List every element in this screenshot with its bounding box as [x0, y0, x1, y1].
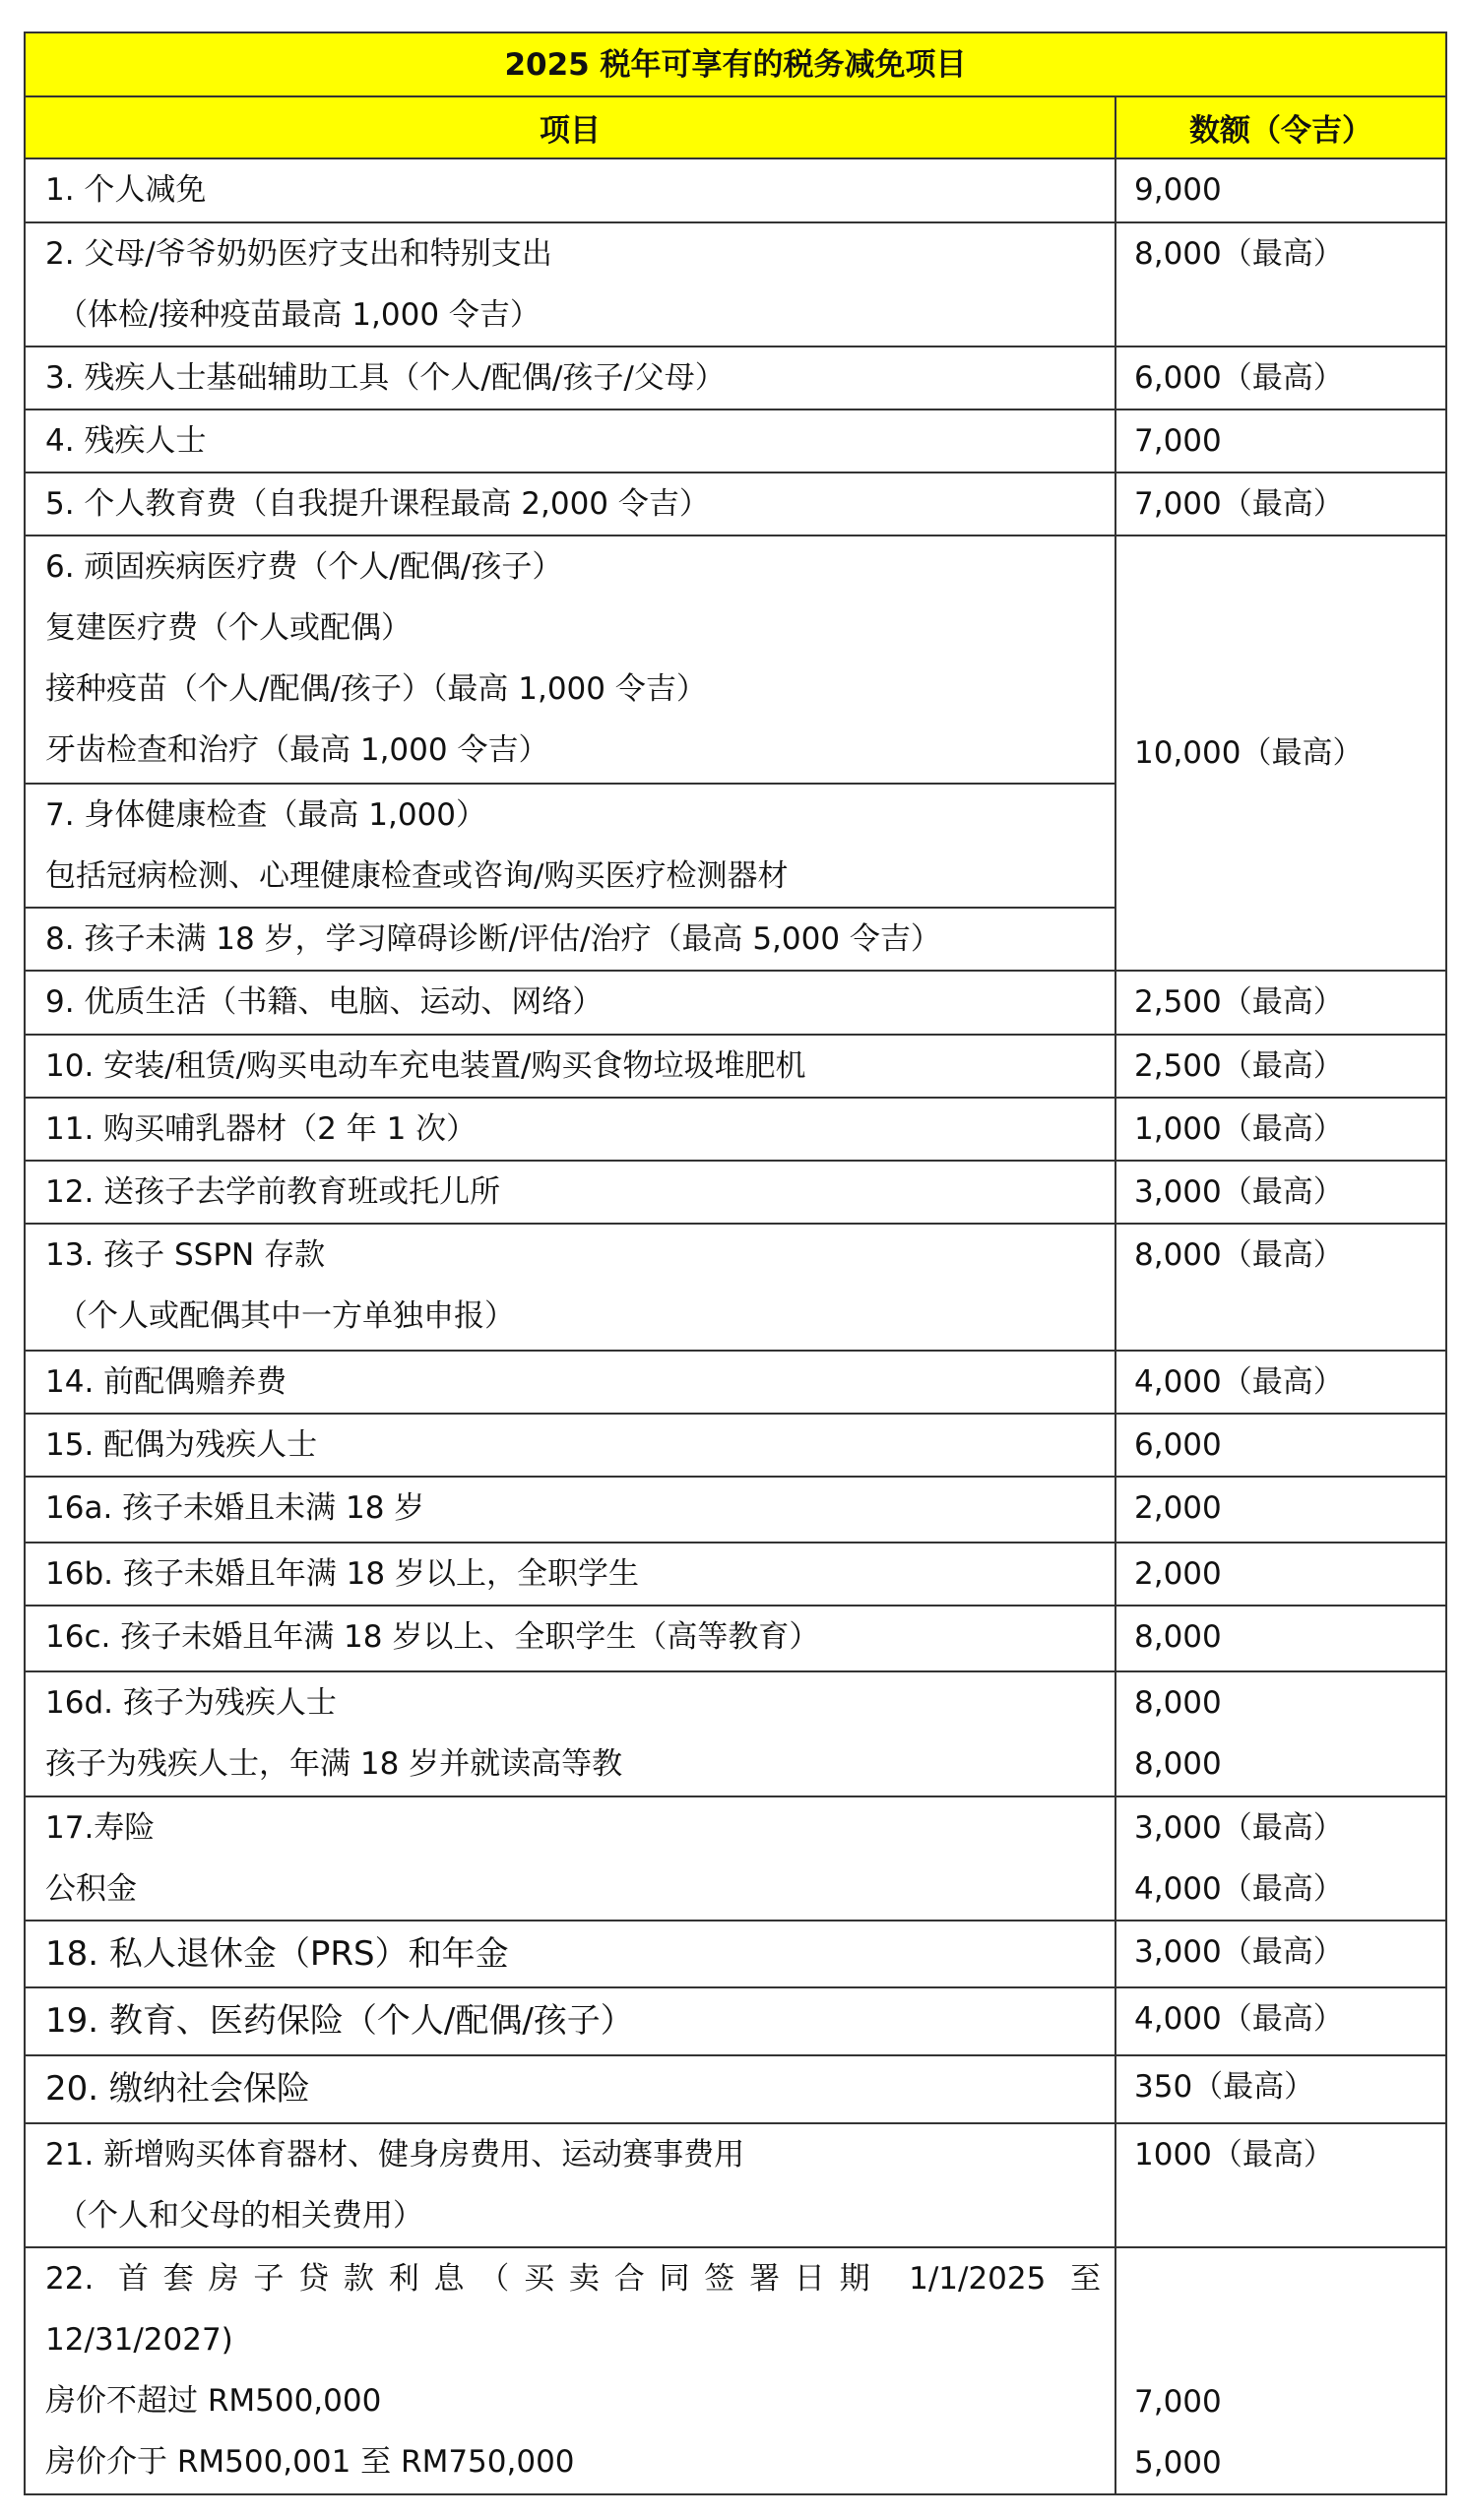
item-cell — [25, 1224, 1115, 1351]
item-cell — [25, 1351, 1115, 1414]
item-cell — [25, 1098, 1115, 1161]
amount-text: 8,000 — [1134, 1746, 1222, 1782]
item-text: 8. 孩子未满 18 岁，学习障碍诊断/评估/治疗（最高 5,000 令吉） — [45, 921, 941, 957]
amount-cell — [1115, 2247, 1446, 2494]
title-row — [25, 32, 1446, 96]
table-row — [25, 2123, 1446, 2247]
table-row — [25, 1224, 1446, 1351]
table-row — [25, 1921, 1446, 1987]
item-cell — [25, 158, 1115, 222]
item-cell — [25, 1987, 1115, 2055]
item-text: 公积金 — [45, 1871, 137, 1907]
amount-cell — [1115, 1671, 1446, 1796]
item-text: 15. 配偶为残疾人士 — [45, 1427, 318, 1463]
amount-cell — [1115, 222, 1446, 346]
amount-cell — [1115, 2055, 1446, 2123]
amount-text: 8,000 — [1134, 1619, 1222, 1655]
header-row — [25, 96, 1446, 158]
item-cell — [25, 2247, 1115, 2494]
table-row — [25, 2055, 1446, 2123]
item-text: 16a. 孩子未婚且未满 18 岁 — [45, 1490, 425, 1526]
item-text: 22. 首套房子贷款利息（买卖合同签署日期 1/1/2025 至 — [45, 2261, 1101, 2297]
amount-text: 8,000（最高） — [1134, 236, 1344, 272]
amount-text: 1000（最高） — [1134, 2137, 1334, 2173]
amount-cell — [1115, 1921, 1446, 1987]
item-text: 16c. 孩子未婚且年满 18 岁以上、全职学生（高等教育） — [45, 1619, 820, 1655]
table-row — [25, 1671, 1446, 1796]
item-text: 牙齿检查和治疗（最高 1,000 令吉） — [45, 732, 549, 768]
amount-text: 2,500（最高） — [1134, 984, 1344, 1020]
item-text: 12/31/2027) — [45, 2322, 233, 2358]
amount-text: 7,000 — [1134, 2384, 1222, 2420]
item-cell — [25, 1606, 1115, 1671]
item-text: 孩子为残疾人士，年满 18 岁并就读高等教 — [45, 1746, 623, 1782]
table-row — [25, 1543, 1446, 1606]
amount-text: 10,000（最高） — [1134, 735, 1364, 771]
amount-cell — [1115, 1414, 1446, 1477]
column-header-amount: 数额（令吉） — [1115, 96, 1446, 158]
table-row — [25, 472, 1446, 536]
table-row — [25, 1414, 1446, 1477]
table-row — [25, 1161, 1446, 1224]
amount-cell — [1115, 1606, 1446, 1671]
item-text: 包括冠病检测、心理健康检查或咨询/购买医疗检测器材 — [45, 858, 789, 894]
item-text: 20. 缴纳社会保险 — [45, 2069, 310, 2109]
amount-text: 5,000 — [1134, 2445, 1222, 2481]
item-text: 10. 安装/租赁/购买电动车充电装置/购买食物垃圾堆肥机 — [45, 1048, 806, 1084]
amount-cell — [1115, 1796, 1446, 1921]
amount-cell — [1115, 1224, 1446, 1351]
item-text: 4. 残疾人士 — [45, 423, 207, 459]
amount-text: 2,000 — [1134, 1556, 1222, 1592]
table-row — [25, 1606, 1446, 1671]
item-text: 7. 身体健康检查（最高 1,000） — [45, 797, 487, 833]
item-text: 5. 个人教育费（自我提升课程最高 2,000 令吉） — [45, 486, 710, 522]
amount-text: 3,000（最高） — [1134, 1934, 1344, 1970]
item-text: 17.寿险 — [45, 1810, 156, 1846]
item-cell — [25, 784, 1115, 908]
amount-text: 350（最高） — [1134, 2069, 1315, 2105]
item-cell — [25, 410, 1115, 472]
table-row — [25, 1098, 1446, 1161]
item-note: （个人或配偶其中一方单独申报） — [57, 1298, 515, 1334]
item-text: 12. 送孩子去学前教育班或托儿所 — [45, 1174, 501, 1210]
table-row — [25, 410, 1446, 472]
item-cell — [25, 2123, 1115, 2247]
amount-cell — [1115, 346, 1446, 410]
item-text: 接种疫苗（个人/配偶/孩子）（最高 1,000 令吉） — [45, 671, 707, 707]
item-text: 3. 残疾人士基础辅助工具（个人/配偶/孩子/父母） — [45, 360, 726, 396]
table-row — [25, 1351, 1446, 1414]
amount-text: 2,500（最高） — [1134, 1048, 1344, 1084]
item-text: 18. 私人退休金（PRS）和年金 — [45, 1934, 509, 1974]
item-text: 14. 前配偶赡养费 — [45, 1364, 287, 1400]
item-text: 16d. 孩子为残疾人士 — [45, 1685, 337, 1721]
amount-cell — [1115, 472, 1446, 536]
table-row — [25, 536, 1446, 784]
item-cell — [25, 472, 1115, 536]
amount-text: 9,000 — [1134, 172, 1222, 208]
item-text: 21. 新增购买体育器材、健身房费用、运动赛事费用 — [45, 2137, 745, 2173]
table-row — [25, 971, 1446, 1035]
amount-cell — [1115, 1987, 1446, 2055]
item-cell — [25, 2055, 1115, 2123]
table-row — [25, 2247, 1446, 2494]
table-row — [25, 346, 1446, 410]
item-text: 复建医疗费（个人或配偶） — [45, 610, 412, 646]
table-row — [25, 1477, 1446, 1543]
amount-cell — [1115, 1351, 1446, 1414]
column-header-item: 项目 — [25, 96, 1115, 158]
amount-text: 8,000（最高） — [1134, 1237, 1344, 1273]
item-text: 2. 父母/爷爷奶奶医疗支出和特别支出 — [45, 236, 552, 272]
amount-cell — [1115, 1543, 1446, 1606]
item-text: 13. 孩子 SSPN 存款 — [45, 1237, 326, 1273]
item-cell — [25, 1161, 1115, 1224]
table-row — [25, 1796, 1446, 1921]
item-cell — [25, 1414, 1115, 1477]
amount-text: 7,000 — [1134, 423, 1222, 459]
amount-text: 3,000（最高） — [1134, 1174, 1344, 1210]
amount-text: 4,000（最高） — [1134, 1364, 1344, 1400]
item-cell — [25, 908, 1115, 971]
item-cell — [25, 1035, 1115, 1098]
item-cell — [25, 971, 1115, 1035]
table-row — [25, 158, 1446, 222]
amount-text: 6,000（最高） — [1134, 360, 1344, 396]
item-text: 6. 顽固疾病医疗费（个人/配偶/孩子） — [45, 549, 563, 585]
item-cell — [25, 1543, 1115, 1606]
item-text: 房价介于 RM500,001 至 RM750,000 — [45, 2444, 575, 2480]
item-text: 19. 教育、医药保险（个人/配偶/孩子） — [45, 2001, 634, 2041]
item-text: 房价不超过 RM500,000 — [45, 2383, 382, 2419]
item-cell — [25, 1477, 1115, 1543]
item-note: （体检/接种疫苗最高 1,000 令吉） — [57, 297, 541, 333]
item-text: 16b. 孩子未婚且年满 18 岁以上，全职学生 — [45, 1556, 639, 1592]
amount-cell — [1115, 1477, 1446, 1543]
item-cell — [25, 1671, 1115, 1796]
amount-cell-merged — [1115, 536, 1446, 971]
item-cell — [25, 1796, 1115, 1921]
item-text: 9. 优质生活（书籍、电脑、运动、网络） — [45, 984, 604, 1020]
tax-relief-table — [24, 32, 1447, 2495]
amount-text: 3,000（最高） — [1134, 1810, 1344, 1846]
item-text: 1. 个人减免 — [45, 172, 207, 208]
amount-cell — [1115, 1161, 1446, 1224]
item-cell — [25, 536, 1115, 784]
item-text: 11. 购买哺乳器材（2 年 1 次） — [45, 1111, 478, 1147]
item-cell — [25, 346, 1115, 410]
amount-text: 7,000（最高） — [1134, 486, 1344, 522]
amount-cell — [1115, 2123, 1446, 2247]
item-cell — [25, 222, 1115, 346]
item-cell — [25, 1921, 1115, 1987]
table-title: 2025 税年可享有的税务减免项目 — [25, 32, 1446, 96]
amount-cell — [1115, 410, 1446, 472]
amount-text: 4,000（最高） — [1134, 1871, 1344, 1907]
amount-cell — [1115, 1035, 1446, 1098]
amount-text: 4,000（最高） — [1134, 2001, 1344, 2037]
table-row — [25, 222, 1446, 346]
amount-cell — [1115, 971, 1446, 1035]
amount-text: 6,000 — [1134, 1427, 1222, 1463]
table-row — [25, 1035, 1446, 1098]
amount-cell — [1115, 1098, 1446, 1161]
amount-cell — [1115, 158, 1446, 222]
amount-text: 2,000 — [1134, 1490, 1222, 1526]
amount-text: 1,000（最高） — [1134, 1111, 1344, 1147]
table-row — [25, 1987, 1446, 2055]
amount-text: 8,000 — [1134, 1685, 1222, 1721]
item-note: （个人和父母的相关费用） — [57, 2198, 423, 2234]
